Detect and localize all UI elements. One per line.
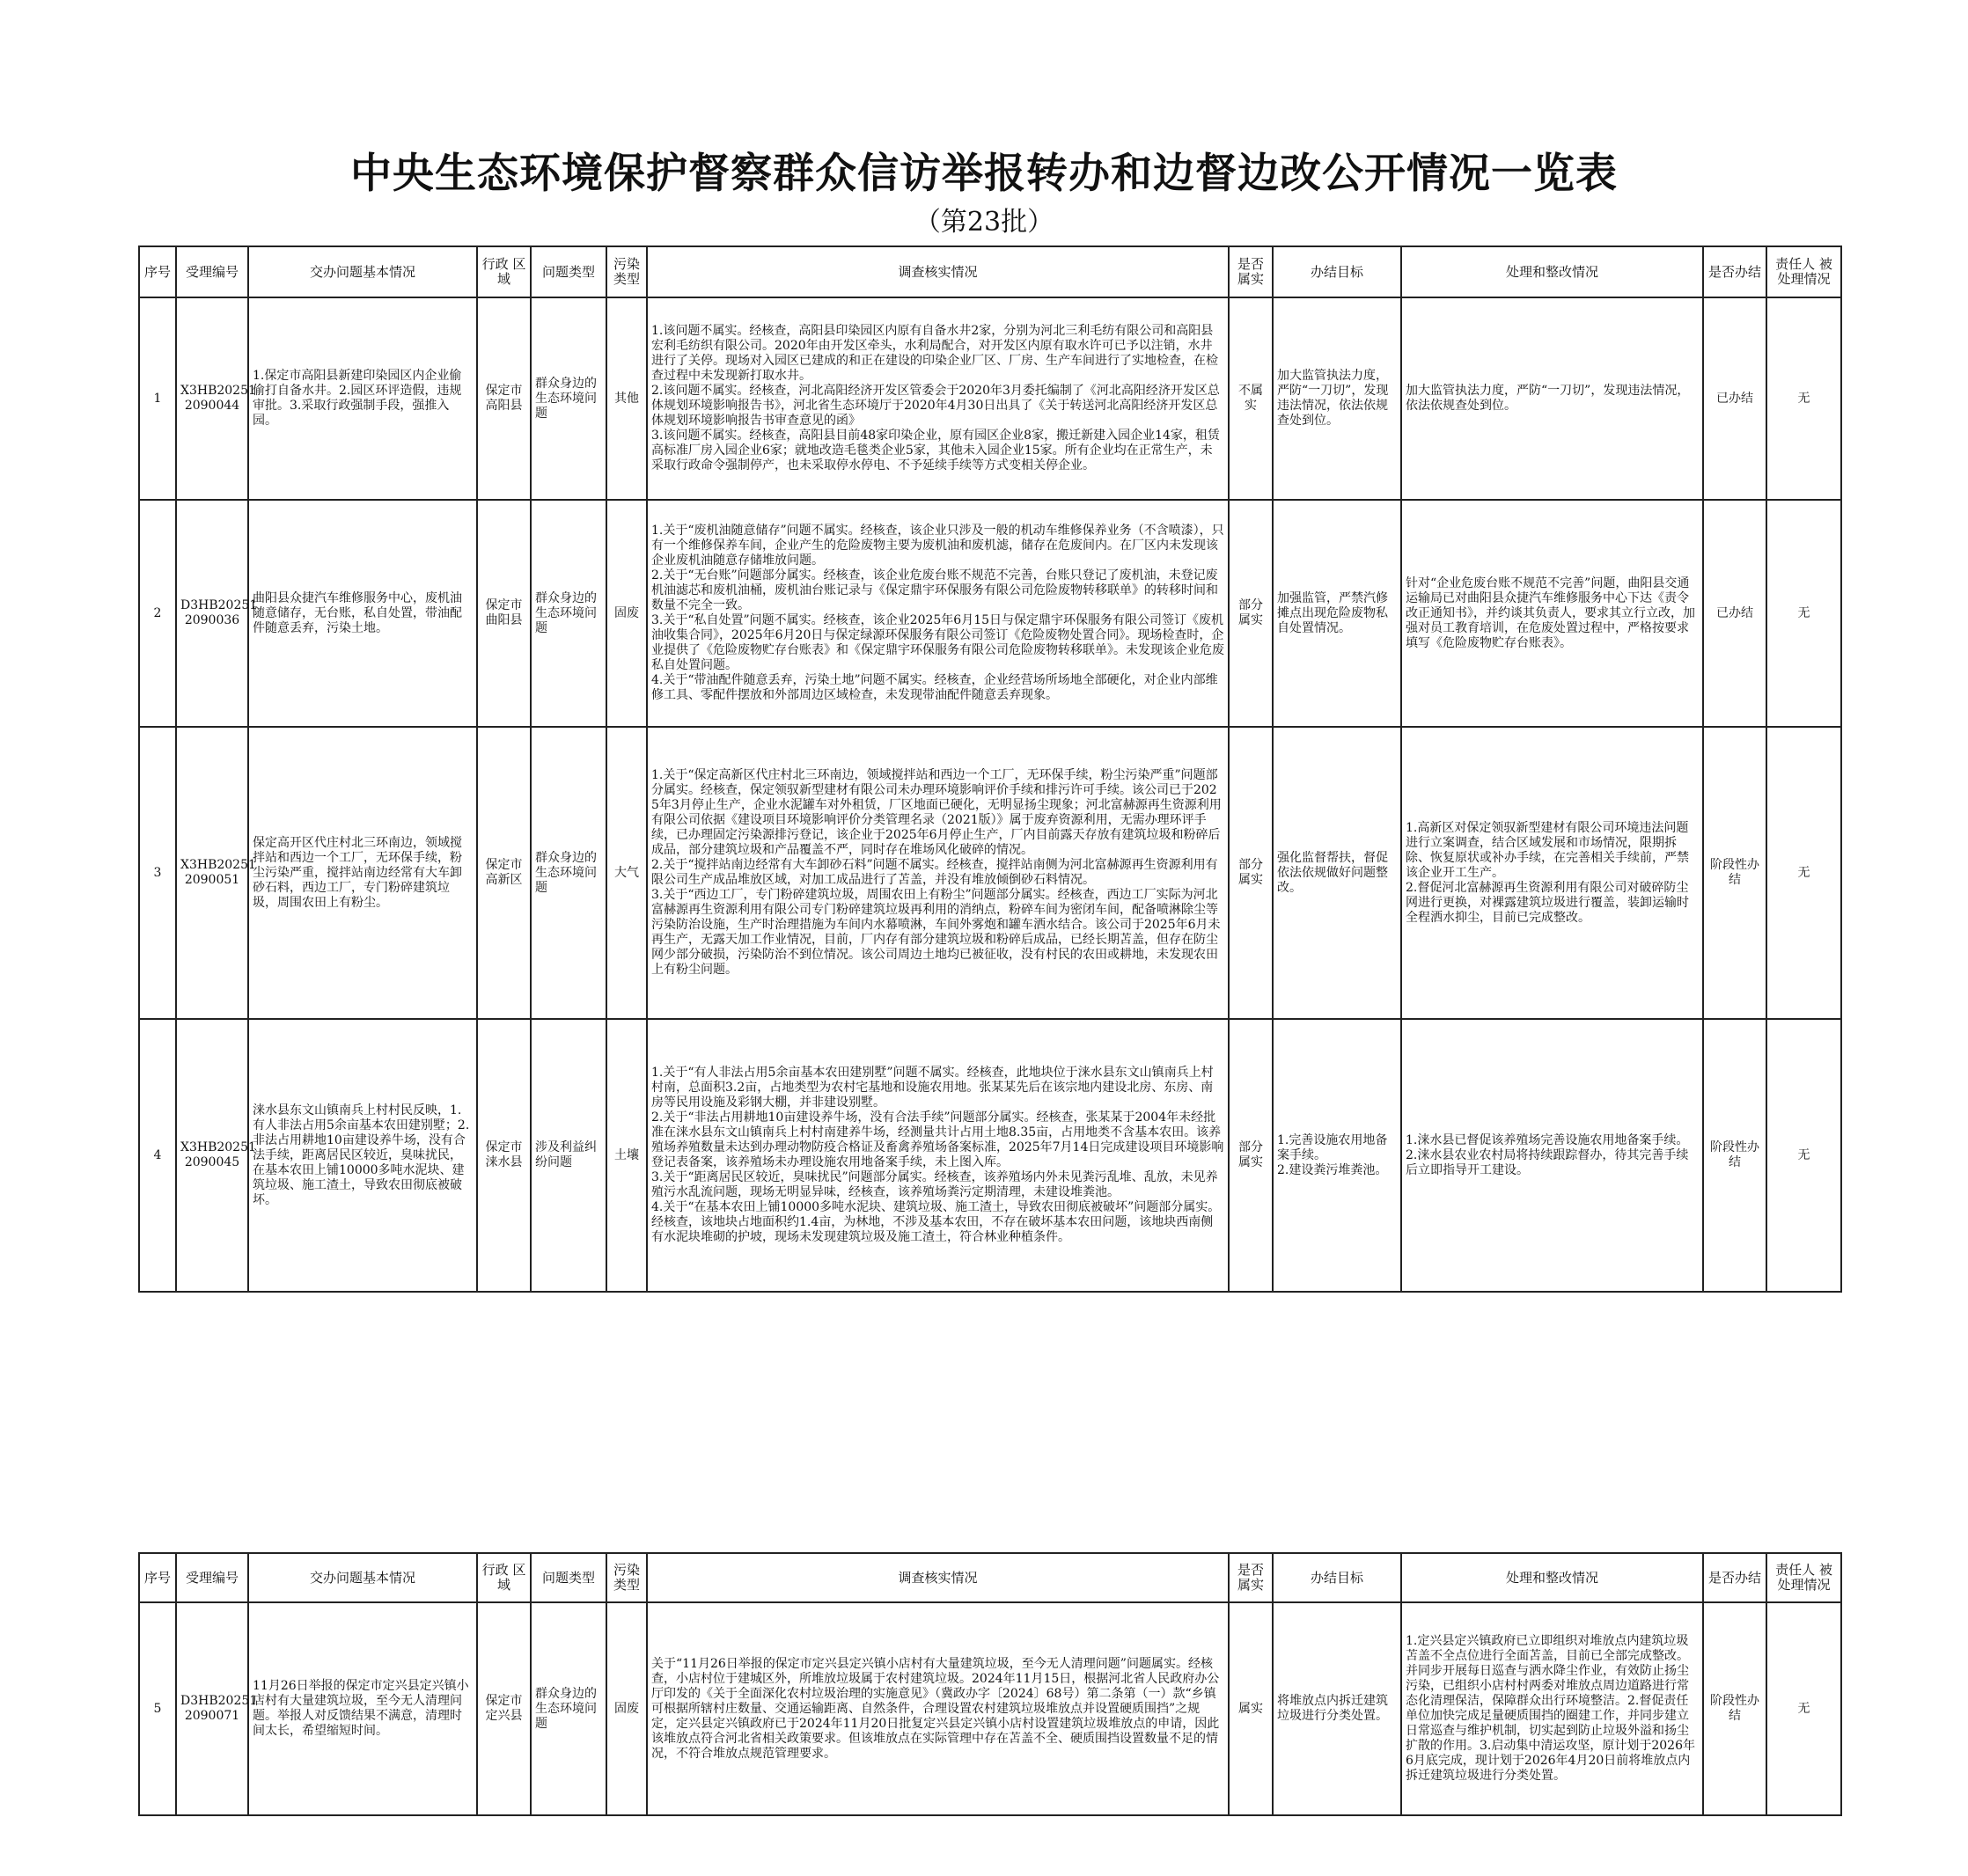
col-header: 责任人 被处理情况 [1766,246,1841,297]
col-header: 污染 类型 [606,246,647,297]
cell-region: 保定市 高阳县 [477,297,531,500]
cell-type: 涉及利益纠纷问题 [531,1019,606,1292]
cell-investigation: 1.关于“废机油随意储存”问题不属实。经核查，该企业只涉及一般的机动车维修保养业务（不含喷漆），只有一个维修保养车间，企业产生的危险废物主要为废机油和废机滤，储存在危废间内。在厂区内未发现该企业废机油随意存储堆放问题。 2.关于“无台账”问题部分属实。经核查，该企业危废台账不规范不完善，台账只登记了废机油，未登记废机油滤芯和废机油桶，废机油台账记录与《保定鼎宇环保服务有限公司危险废物转移联单》的转移时间和数量不完全一致。 3.关于“私自处置”问题不属实。经核查，该企业2025年6月15日与保定鼎宇环保服务有限公司签订《废机油收集合同》，2025年6月20日与保定绿源环保服务有限公司签订《危险废物处置合同》。现场检查时，企业提供了《危险废物贮存台账表》和《保定鼎宇环保服务有限公司危险废物转移联单》。未发现该企业危废私自处置问题。 4.关于“带油配件随意丢弃，污染土地”问题不属实。经核查，企业经营场所场地全部硬化，对企业内部维修工具、零配件摆放和外部周边区域检查，未发现带油配件随意丢弃现象。 [647,500,1229,727]
cell-handling: 1.高新区对保定领驭新型建材有限公司环境违法问题进行立案调查，结合区域发展和市场情况，限期拆除、恢复原状或补办手续，在完善相关手续前，严禁该企业开工生产。 2.督促河北富赫源再生资源利用有限公司对破碎防尘网进行更换，对裸露建筑垃圾进行覆盖，装卸运输时全程洒水抑尘，目前已完成整改。 [1401,727,1703,1019]
cell-goal: 加大监管执法力度，严防“一刀切”，发现违法情况，依法依规查处到位。 [1273,297,1401,500]
cell-no: 5 [139,1602,176,1815]
cell-verified: 部分 属实 [1229,1019,1273,1292]
col-header: 交办问题基本情况 [248,246,477,297]
col-header: 受理编号 [176,1553,248,1602]
cell-responsible: 无 [1766,727,1841,1019]
cell-no: 1 [139,297,176,500]
cell-investigation: 1.该问题不属实。经核查，高阳县印染园区内原有自备水井2家，分别为河北三利毛纺有限公司和高阳县宏利毛纺织有限公司。2020年由开发区牵头，水利局配合，对开发区内原有取水许可已予以注销，水井进行了关停。现场对入园区已建成的和正在建设的印染企业厂区、厂房、生产车间进行了实地检查，在检查过程中未发现新打取水井。 2.该问题不属实。经核查，河北高阳经济开发区管委会于2020年3月委托编制了《河北高阳经济开发区总体规划环境影响报告书》，河北省生态环境厅于2020年4月30日出具了《关于转送河北高阳经济开发区总体规划环境影响报告书审查意见的函》 3.该问题不属实。经核查，高阳县目前48家印染企业，原有园区企业8家，搬迁新建入园企业14家，租赁高标准厂房入园企业6家；就地改造毛毯类企业5家，其他未入园企业15家。所有企业均在正常生产，未采取行政命令强制停产，也未采取停水停电、不予延续手续等方式变相关停企业。 [647,297,1229,500]
table-row [139,727,1841,1019]
cell-handling: 针对“企业危废台账不规范不完善”问题，曲阳县交通运输局已对曲阳县众捷汽车维修服务中心下达《责令改正通知书》，并约谈其负责人，要求其立行立改，加强对员工教育培训，在危废处置过程中，严格按要求填写《危险废物贮存台账表》。 [1401,500,1703,727]
cell-issue: 保定高开区代庄村北三环南边，领域搅拌站和西边一个工厂，无环保手续，粉尘污染严重，搅拌站南边经常有大车卸砂石料，西边工厂，专门粉碎建筑垃圾，周围农田上有粉尘。 [248,727,477,1019]
cell-closed: 阶段性办结 [1703,1019,1766,1292]
cell-investigation: 1.关于“保定高新区代庄村北三环南边，领域搅拌站和西边一个工厂，无环保手续，粉尘污染严重”问题部分属实。经核查，保定领驭新型建材有限公司未办理环境影响评价手续和排污许可手续。该公司已于2025年3月停止生产，企业水泥罐车对外租赁，厂区地面已硬化，无明显扬尘现象；河北富赫源再生资源利用有限公司依据《建设项目环境影响评价分类管理名录（2021版）》属于废弃资源利用，无需办理环评手续，已办理固定污染源排污登记，该企业于2025年6月停止生产，厂内目前露天存放有建筑垃圾和粉碎后成品，部分建筑垃圾和产品覆盖不严，同时存在堆场风化破碎的情况。 2.关于“搅拌站南边经常有大车卸砂石料”问题不属实。经核查，搅拌站南侧为河北富赫源再生资源利用有限公司生产成品堆放区域，对加工成品进行了苫盖，并没有堆放倾倒砂石料情况。 3.关于“西边工厂，专门粉碎建筑垃圾，周围农田上有粉尘”问题部分属实。经核查，西边工厂实际为河北富赫源再生资源利用有限公司专门粉碎建筑垃圾再利用的消纳点，粉碎车间为密闭车间，配备喷淋除尘等污染防治设施，生产时治理措施为车间内水幕喷淋，车间外雾炮和罐车洒水结合。该公司于2025年6月未再生产，无露天加工作业情况，目前，厂内存有部分建筑垃圾和粉碎后成品，已经长期苫盖，但存在防尘网少部分破损，污染防治不到位情况。该公司周边土地均已被征收，没有村民的农田或耕地，未发现农田上有粉尘问题。 [647,727,1229,1019]
col-header: 是否 属实 [1229,1553,1273,1602]
cell-closed: 阶段性办结 [1703,727,1766,1019]
cell-responsible: 无 [1766,500,1841,727]
cell-pollution: 其他 [606,297,647,500]
col-header: 交办问题基本情况 [248,1553,477,1602]
cell-closed: 已办结 [1703,500,1766,727]
cell-type: 群众身边的生态环境问题 [531,297,606,500]
col-header: 受理编号 [176,246,248,297]
col-header: 调查核实情况 [647,1553,1229,1602]
cell-no: 3 [139,727,176,1019]
cell-region: 保定市 涞水县 [477,1019,531,1292]
cell-responsible: 无 [1766,297,1841,500]
cell-region: 保定市 高新区 [477,727,531,1019]
col-header: 问题类型 [531,1553,606,1602]
col-header: 处理和整改情况 [1401,246,1703,297]
page-subtitle: （第23批） [914,207,1054,238]
cell-investigation: 1.关于“有人非法占用5余亩基本农田建别墅”问题不属实。经核查，此地块位于涞水县东文山镇南兵上村村南，总面积3.2亩，占地类型为农村宅基地和设施农用地。张某某先后在该宗地内建设北房、东房、南房等民用设施及彩钢大棚，并非建设别墅。 2.关于“非法占用耕地10亩建设养牛场，没有合法手续”问题部分属实。经核查，张某某于2004年未经批准在涞水县东文山镇南兵上村村南建养牛场，经测量共计占用土地8.35亩，占用地类不含基本农田。该养殖场养殖数量未达到办理动物防疫合格证及畜禽养殖场备案标准，2025年7月14日完成建设项目环境影响登记表备案，该养殖场未办理设施农用地备案手续，未上图入库。 3.关于“距离居民区较近，臭味扰民”问题部分属实。经核查，该养殖场内外未见粪污乱堆、乱放，未见养殖污水乱流问题，现场无明显异味，经核查，该养殖场粪污定期清理，未建设堆粪池。 4.关于“在基本农田上铺10000多吨水泥块、建筑垃圾、施工渣土，导致农田彻底被破坏”问题部分属实。经核查，该地块占地面积约1.4亩，为林地，不涉及基本农田，不存在破坏基本农田问题，该地块西南侧有水泥块堆砌的护坡，现场未发现建筑垃圾及施工渣土，符合林业种植条件。 [647,1019,1229,1292]
table-row [139,297,1841,500]
cell-investigation: 关于“11月26日举报的保定市定兴县定兴镇小店村有大量建筑垃圾，至今无人清理问题”问题属实。经核查，小店村位于建城区外，所堆放垃圾属于农村建筑垃圾。2024年11月15日，根据河北省人民政府办公厅印发的《关于全面深化农村垃圾治理的实施意见》（冀政办字〔2024〕68号）第二条第（一）款“乡镇可根据所辖村庄数量、交通运输距离、自然条件，合理设置农村建筑垃圾堆放点并设置硬质围挡”之规定，定兴县定兴镇政府已于2024年11月20日批复定兴县定兴镇小店村设置建筑垃圾堆放点的申请，因此该堆放点符合河北省相关政策要求。但该堆放点在实际管理中存在苫盖不全、硬质围挡设置数量不足的情况，不符合堆放点规范管理要求。 [647,1602,1229,1815]
cell-goal: 强化监督帮扶，督促依法依规做好问题整改。 [1273,727,1401,1019]
table-header [139,1553,1841,1602]
col-header: 是否办结 [1703,246,1766,297]
cell-handling: 1.定兴县定兴镇政府已立即组织对堆放点内建筑垃圾苫盖不全点位进行全面苫盖，目前已全部完成整改。并同步开展每日巡查与洒水降尘作业，有效防止扬尘污染，已组织小店村村两委对堆放点周边道路进行常态化清理保洁，保障群众出行环境整洁。2.督促责任单位加快完成足量硬质围挡的圈建工作，并同步建立日常巡查与维护机制，切实起到防止垃圾外溢和扬尘扩散的作用。3.启动集中清运攻坚，原计划于2026年6月底完成，现计划于2026年4月20日前将堆放点内拆迁建筑垃圾进行分类处置。 [1401,1602,1703,1815]
col-header: 行政 区域 [477,1553,531,1602]
cell-pollution: 大气 [606,727,647,1019]
cell-verified: 属实 [1229,1602,1273,1815]
report-table-continued [138,1552,1842,1816]
cell-no: 4 [139,1019,176,1292]
col-header: 是否 属实 [1229,246,1273,297]
report-table [138,245,1842,1293]
cell-goal: 将堆放点内拆迁建筑垃圾进行分类处置。 [1273,1602,1401,1815]
cell-id: X3HB20251 2090045 [176,1019,248,1292]
cell-id: D3HB20251 2090036 [176,500,248,727]
cell-id: X3HB20251 2090044 [176,297,248,500]
col-header: 污染 类型 [606,1553,647,1602]
cell-handling: 加大监管执法力度，严防“一刀切”，发现违法情况，依法依规查处到位。 [1401,297,1703,500]
cell-type: 群众身边的生态环境问题 [531,500,606,727]
col-header: 处理和整改情况 [1401,1553,1703,1602]
page-title: 中央生态环境保护督察群众信访举报转办和边督边改公开情况一览表 [350,150,1618,198]
cell-issue: 11月26日举报的保定市定兴县定兴镇小店村有大量建筑垃圾，至今无人清理问题。举报人对反馈结果不满意，清理时间太长，希望缩短时间。 [248,1602,477,1815]
col-header: 问题类型 [531,246,606,297]
table-row [139,500,1841,727]
col-header: 办结目标 [1273,1553,1401,1602]
col-header: 办结目标 [1273,246,1401,297]
cell-verified: 部分 属实 [1229,727,1273,1019]
col-header: 序号 [139,246,176,297]
cell-responsible: 无 [1766,1019,1841,1292]
cell-verified: 不属 实 [1229,297,1273,500]
cell-no: 2 [139,500,176,727]
cell-handling: 1.涞水县已督促该养殖场完善设施农用地备案手续。 2.涞水县农业农村局将持续跟踪督办，待其完善手续后立即指导开工建设。 [1401,1019,1703,1292]
cell-closed: 已办结 [1703,297,1766,500]
col-header: 责任人 被处理情况 [1766,1553,1841,1602]
cell-verified: 部分 属实 [1229,500,1273,727]
cell-closed: 阶段性办结 [1703,1602,1766,1815]
col-header: 是否办结 [1703,1553,1766,1602]
cell-id: D3HB20251 2090071 [176,1602,248,1815]
table-row [139,1019,1841,1292]
cell-pollution: 固废 [606,500,647,727]
col-header: 序号 [139,1553,176,1602]
cell-pollution: 土壤 [606,1019,647,1292]
cell-region: 保定市 曲阳县 [477,500,531,727]
table-header [139,246,1841,297]
col-header: 调查核实情况 [647,246,1229,297]
cell-type: 群众身边的生态环境问题 [531,727,606,1019]
cell-id: X3HB20251 2090051 [176,727,248,1019]
cell-type: 群众身边的生态环境问题 [531,1602,606,1815]
cell-goal: 加强监管，严禁汽修摊点出现危险废物私自处置情况。 [1273,500,1401,727]
cell-issue: 涞水县东文山镇南兵上村村民反映，1.有人非法占用5余亩基本农田建别墅；2.非法占用耕地10亩建设养牛场，没有合法手续，距离居民区较近，臭味扰民，在基本农田上铺10000多吨水泥块、建筑垃圾、施工渣土，导致农田彻底被破坏。 [248,1019,477,1292]
cell-issue: 曲阳县众捷汽车维修服务中心，废机油随意储存，无台账，私自处置，带油配件随意丢弃，污染土地。 [248,500,477,727]
cell-responsible: 无 [1766,1602,1841,1815]
col-header: 行政 区域 [477,246,531,297]
table-row [139,1602,1841,1815]
cell-region: 保定市 定兴县 [477,1602,531,1815]
cell-pollution: 固废 [606,1602,647,1815]
cell-issue: 1.保定市高阳县新建印染园区内企业偷偷打自备水井。2.园区环评造假，违规审批。3.采取行政强制手段，强推入园。 [248,297,477,500]
cell-goal: 1.完善设施农用地备案手续。 2.建设粪污堆粪池。 [1273,1019,1401,1292]
